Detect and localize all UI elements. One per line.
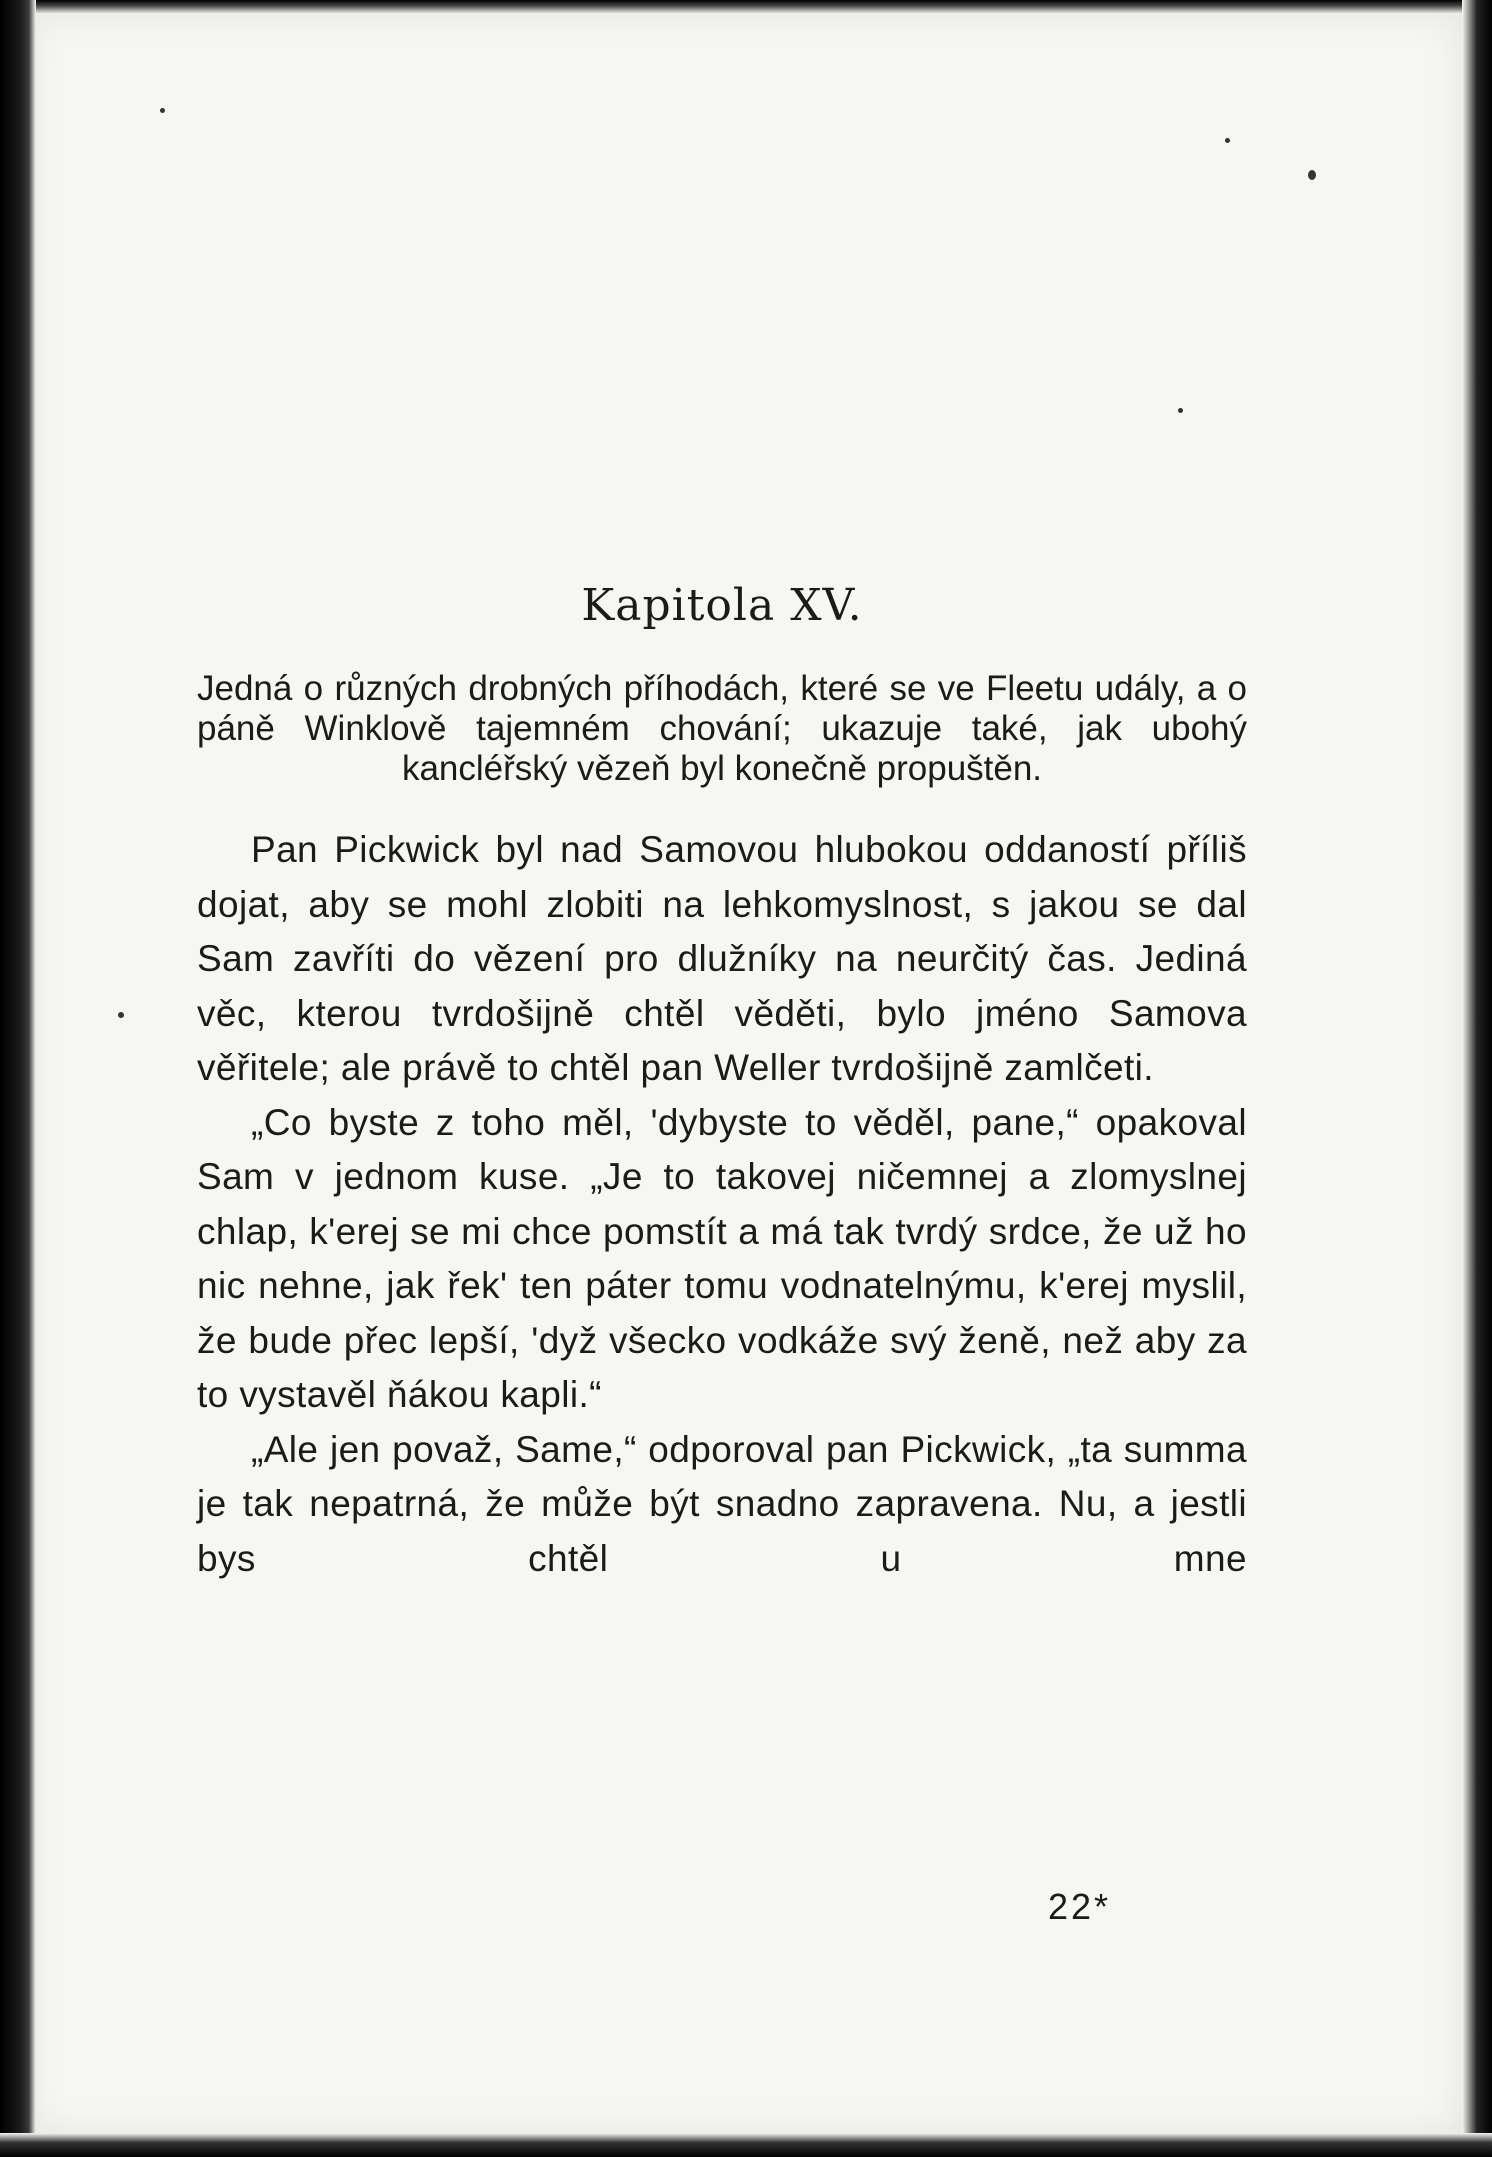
paragraph: „Ale jen považ, Same,“ odporoval pan Pickwick, „ta summa je tak nepatrná, že může být snadno zapravena. Nu, a jestli bys chtěl u mne bbox=[197, 1428, 1247, 1579]
scan-right-edge bbox=[1462, 0, 1492, 2157]
page-text bbox=[197, 580, 1247, 1586]
scan-top-edge bbox=[0, 0, 1492, 14]
paragraph: Pan Pickwick byl nad Samovou hlubokou oddaností příliš dojat, aby se mohl zlobiti na lehkomyslnost, s jakou se dal Sam zavříti do vězení pro dlužníky na neurčitý čas. Jediná věc, kterou tvrdošijně chtěl věděti, bylo jméno Samova věřitele; ale právě to chtěl pan Weller tvrdošijně zamlčeti. bbox=[197, 829, 1247, 1088]
scan-speck bbox=[1225, 138, 1230, 143]
page-number: 22* bbox=[1048, 1886, 1112, 1927]
scan-bottom-edge bbox=[0, 2133, 1492, 2157]
paragraph: „Co byste z toho měl, 'dybyste to věděl, pane,“ opakoval Sam v jednom kuse. „Je to takovej ničemnej a zlomyslnej chlap, k'erej se mi chce pomstít a má tak tvrdý srdce, že už ho nic nehne, jak řek' ten páter tomu vodnatelnýmu, k'erej myslil, že bude přec lepší, 'dyž všecko vodkáže svý ženě, než aby za to vystavěl ňákou kapli.“ bbox=[197, 1101, 1247, 1415]
scan-speck bbox=[1308, 170, 1316, 180]
scan-speck bbox=[1178, 408, 1183, 413]
chapter-summary: Jedná o různých drobných příhodách, které se ve Fleetu udály, a o páně Winklově tajemném chování; ukazuje také, jak ubohý kancléřský vězeň byl konečně propuštěn. bbox=[197, 669, 1247, 788]
scan-speck bbox=[118, 1012, 124, 1018]
scan-binding-edge bbox=[0, 0, 36, 2157]
scan-speck bbox=[160, 108, 165, 113]
chapter-title: Kapitola XV. bbox=[581, 580, 863, 631]
